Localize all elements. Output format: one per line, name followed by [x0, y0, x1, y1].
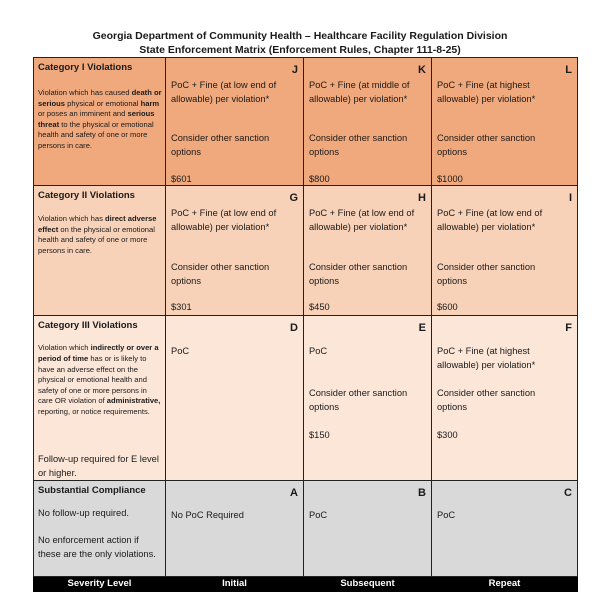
- cell-fine-amount: $450: [309, 302, 330, 313]
- category-1-title: Category I Violations: [38, 62, 133, 73]
- cell-action: allowable) per violation*: [437, 94, 536, 104]
- footer-severity-level: Severity Level: [34, 576, 166, 591]
- matrix-row-category-3: [34, 316, 578, 480]
- cell-action: PoC + Fine (at low end of: [171, 80, 277, 90]
- category-2-title: Category II Violations: [38, 190, 135, 202]
- category-2-description: Violation which has direct adverse effect on the physical or emotional health and safety of one or more persons in care.: [38, 214, 157, 256]
- cell-action: allowable) per violation*: [171, 222, 270, 233]
- cell-action: allowable) per violation*: [309, 222, 408, 233]
- cell-fine-amount: $1000: [437, 174, 463, 184]
- matrix-row-category-1: [34, 58, 578, 186]
- category-3-cell: [34, 316, 166, 480]
- cell-H: [304, 186, 432, 316]
- cell-sanction: options: [309, 402, 339, 413]
- cell-E: [304, 316, 432, 480]
- cell-action: PoC: [171, 346, 190, 357]
- cell-sanction: options: [171, 147, 201, 157]
- cell-sanction: options: [437, 147, 467, 157]
- cell-action: PoC + Fine (at middle of: [309, 80, 410, 90]
- category-2-cell: [34, 186, 166, 316]
- cell-sanction: Consider other sanction: [309, 388, 408, 399]
- cell-action: allowable) per violation*: [437, 222, 536, 233]
- cell-letter: I: [568, 192, 572, 205]
- matrix-row-compliance: [34, 480, 578, 576]
- cell-fine-amount: $601: [171, 174, 192, 184]
- category-3-followup-note: Follow-up required for E level or higher.: [38, 454, 159, 479]
- cell-fine-amount: $301: [171, 302, 192, 313]
- cell-sanction: Consider other sanction: [437, 388, 536, 399]
- cell-fine-amount: $600: [437, 302, 458, 313]
- cell-action: allowable) per violation*: [309, 94, 408, 104]
- cell-fine-amount: $150: [309, 430, 330, 441]
- cell-sanction: Consider other sanction: [437, 262, 536, 273]
- cell-sanction: Consider other sanction: [309, 133, 408, 143]
- cell-J: [166, 58, 304, 186]
- cell-K: [304, 58, 432, 186]
- cell-letter: B: [418, 486, 426, 499]
- cell-sanction: options: [437, 402, 467, 413]
- cell-fine-amount: $300: [437, 430, 458, 441]
- compliance-note: No enforcement action if these are the only violations.: [38, 534, 156, 559]
- cell-action: PoC + Fine (at highest: [437, 346, 530, 357]
- cell-C: [432, 480, 578, 576]
- document-title: Georgia Department of Community Health – Healthcare Facility Regulation Division: [92, 30, 508, 42]
- cell-F: [432, 316, 578, 480]
- document-subtitle: State Enforcement Matrix (Enforcement Rules, Chapter 111-8-25): [139, 44, 461, 56]
- cell-action: allowable) per violation*: [171, 94, 270, 104]
- footer-repeat: Repeat: [432, 576, 578, 591]
- cell-letter: J: [291, 64, 298, 76]
- cell-sanction: options: [309, 276, 339, 287]
- cell-letter: L: [565, 64, 572, 76]
- cell-action: PoC + Fine (at highest: [437, 80, 530, 90]
- category-1-cell: [34, 58, 166, 186]
- enforcement-matrix: [33, 57, 578, 592]
- cell-D: [166, 316, 304, 480]
- cell-action: No PoC Required: [171, 509, 244, 520]
- cell-letter: D: [290, 322, 298, 335]
- cell-letter: H: [418, 192, 426, 205]
- cell-action: PoC: [309, 346, 328, 357]
- cell-sanction: options: [171, 276, 201, 287]
- cell-I: [432, 186, 578, 316]
- category-3-description: Violation which indirectly or over a period of time has or is likely to have an adverse effect on the physical or emotional health and safety of one or more persons in care OR violation of administrative, reporting, or notice requirements.: [38, 343, 161, 417]
- cell-action: PoC: [437, 509, 456, 520]
- compliance-note: No follow-up required.: [38, 507, 129, 518]
- matrix-row-category-2: [34, 186, 578, 316]
- category-1-description: Violation which has caused death or serious physical or emotional harm or poses an imminent and serious threat to the physical or emotional health and safety of one or more persons in care.: [38, 88, 162, 150]
- cell-fine-amount: $800: [309, 174, 330, 184]
- cell-sanction: Consider other sanction: [171, 133, 270, 143]
- cell-action: PoC + Fine (at low end of: [171, 208, 277, 219]
- cell-action: PoC + Fine (at low end of: [437, 208, 543, 219]
- cell-sanction: options: [309, 147, 339, 157]
- compliance-cell: [34, 480, 166, 576]
- cell-sanction: options: [437, 276, 467, 287]
- cell-sanction: Consider other sanction: [309, 262, 408, 273]
- cell-B: [304, 480, 432, 576]
- cell-action: PoC + Fine (at low end of: [309, 208, 415, 219]
- cell-action: allowable) per violation*: [437, 360, 536, 371]
- cell-letter: E: [418, 322, 426, 335]
- cell-G: [166, 186, 304, 316]
- cell-letter: K: [418, 64, 426, 76]
- category-3-title: Category III Violations: [38, 320, 138, 332]
- cell-sanction: Consider other sanction: [437, 133, 536, 143]
- matrix-footer: [34, 576, 578, 591]
- footer-subsequent: Subsequent: [304, 576, 432, 591]
- footer-initial: Initial: [166, 576, 304, 591]
- cell-sanction: Consider other sanction: [171, 262, 270, 273]
- cell-action: PoC: [309, 509, 328, 520]
- compliance-title: Substantial Compliance: [38, 484, 146, 496]
- cell-letter: C: [564, 486, 572, 499]
- cell-letter: F: [565, 322, 572, 335]
- cell-letter: A: [290, 486, 298, 499]
- cell-letter: G: [289, 192, 298, 205]
- cell-L: [432, 58, 578, 186]
- cell-A: [166, 480, 304, 576]
